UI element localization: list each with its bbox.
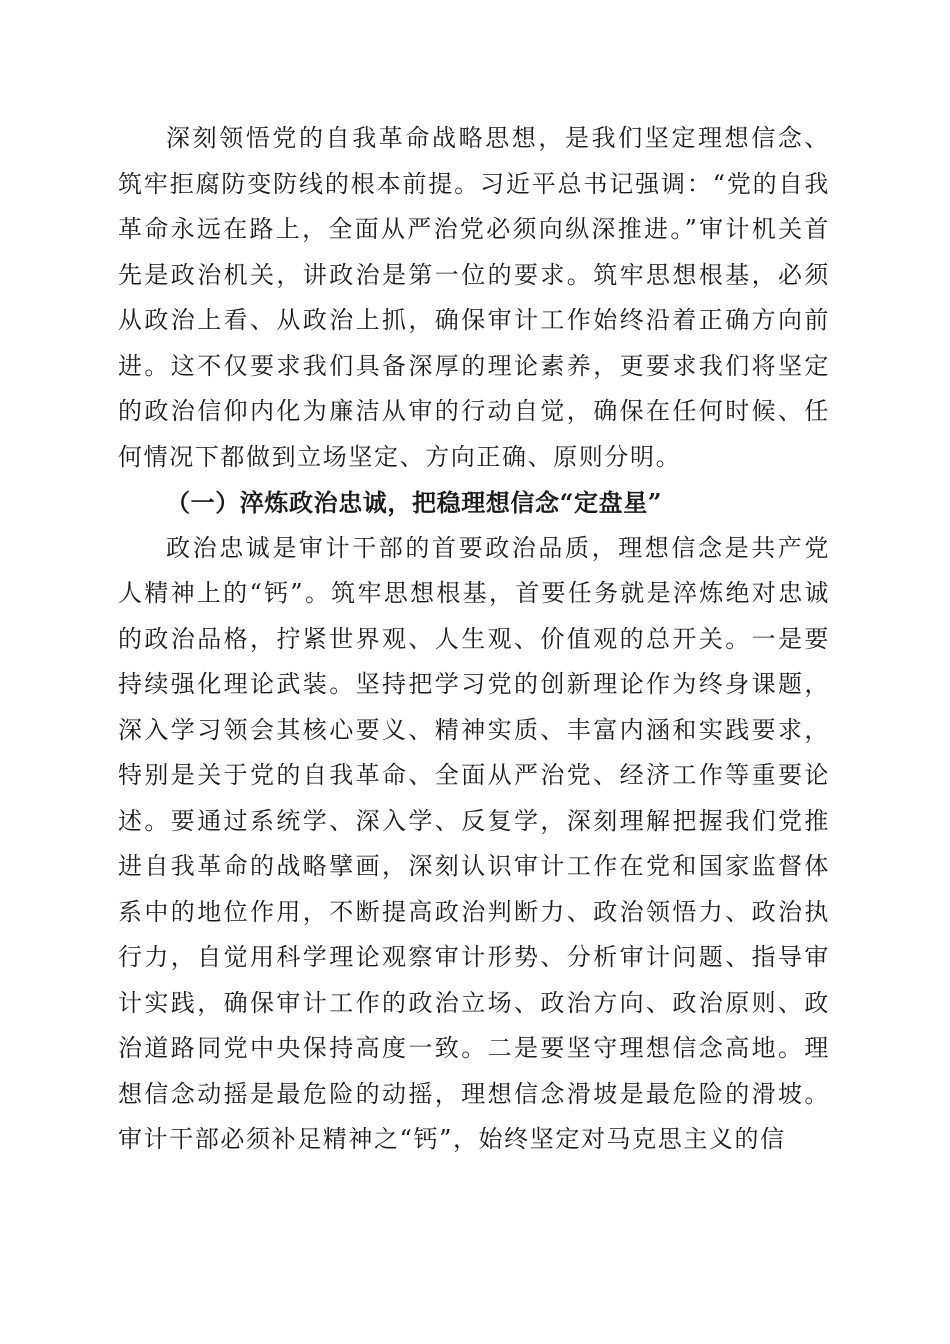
document-body xyxy=(118,116,830,1163)
body-paragraph-2: 政治忠诚是审计干部的首要政治品质，理想信念是共产党人精神上的“钙”。筑牢思想根基，首要任务就是淬炼绝对忠诚的政治品格，拧紧世界观、人生观、价值观的总开关。一是要持续强化理论武装。坚持把学习党的创新理论作为终身课题，深入学习领会其核心要义、精神实质、丰富内涵和实践要求，特别是关于党的自我革命、全面从严治党、经济工作等重要论述。要通过系统学、深入学、反复学，深刻理解把握我们党推进自我革命的战略擘画，深刻认识审计工作在党和国家监督体系中的地位作用，不断提高政治判断力、政治领悟力、政治执行力，自觉用科学理论观察审计形势、分析审计问题、指导审计实践，确保审计工作的政治立场、政治方向、政治原则、政治道路同党中央保持高度一致。二是要坚守理想信念高地。理想信念动摇是最危险的动摇，理想信念滑坡是最危险的滑坡。审计干部必须补足精神之“钙”，始终坚定对马克思主义的信 xyxy=(118,533,830,1153)
body-paragraph-1: 深刻领悟党的自我革命战略思想，是我们坚定理想信念、筑牢拒腐防变防线的根本前提。习近平总书记强调：“党的自我革命永远在路上，全面从严治党必须向纵深推进。”审计机关首先是政治机关，讲政治是第一位的要求。筑牢思想根基，必须从政治上看、从政治上抓，确保审计工作始终沿着正确方向前进。这不仅要求我们具备深厚的理论素养，更要求我们将坚定的政治信仰内化为廉洁从审的行动自觉，确保在任何时候、任何情况下都做到立场坚定、方向正确、原则分明。 xyxy=(118,124,830,471)
section-heading-1: （一）淬炼政治忠诚，把稳理想信念“定盘星” xyxy=(166,488,663,517)
